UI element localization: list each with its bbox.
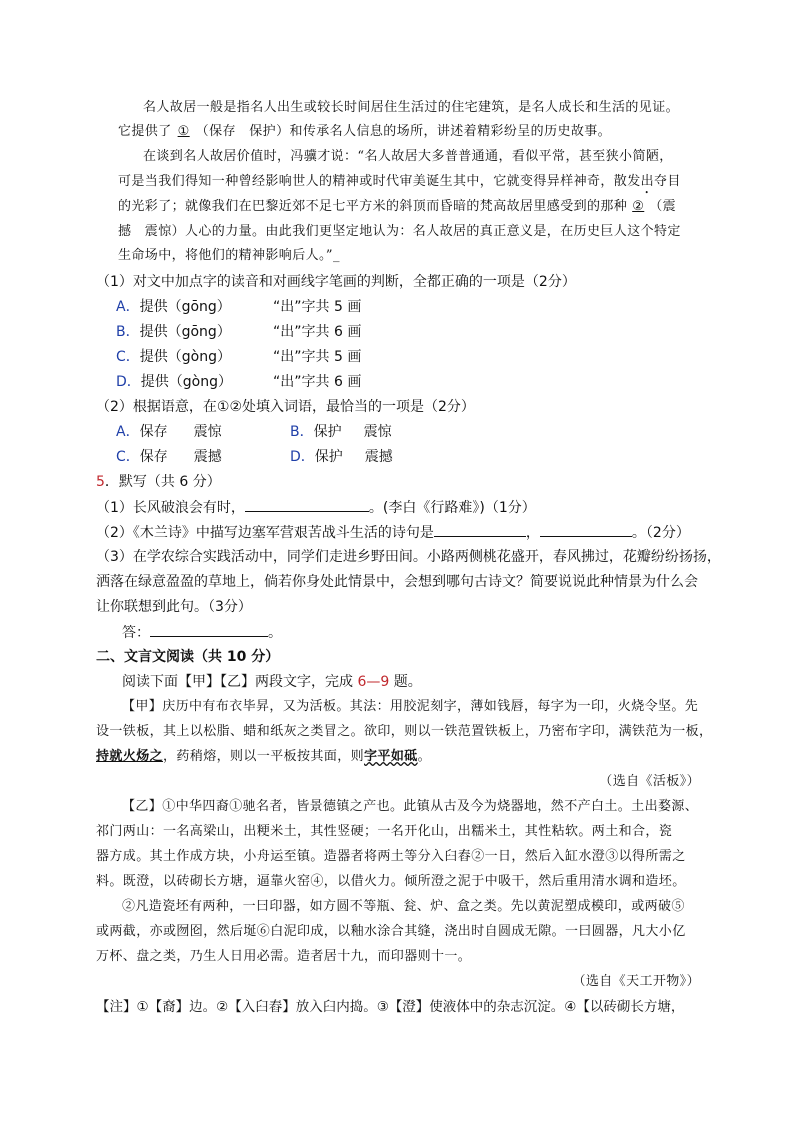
wavy-underlined-phrase: 字平如砥: [364, 749, 418, 764]
passage-p1-line2: 它提供了 ① （保存 保护）和传承名人信息的场所，讲述着精彩纷呈的历史故事。: [118, 124, 612, 139]
q1-option-c: C．提供（gòng）: [116, 349, 231, 365]
passage-p2-line2: 可是当我们得知一种曾经影响世人的精神或时代审美诞生其中，它就变得异样神奇，散发出夺目: [118, 174, 681, 189]
q1-option-b-stroke: “出”字共 6 画: [273, 324, 362, 340]
yi-line7: 万杯、盘之类，乃生人日用必需。造者居十九，而印器则十一。: [96, 949, 472, 964]
q1-option-a-stroke: “出”字共 5 画: [273, 299, 362, 315]
q1-option-d: D．提供（gòng）: [116, 374, 232, 390]
q1-option-c-stroke: “出”字共 5 画: [273, 349, 362, 365]
q5-item3-line2: 洒落在绿意盈盈的草地上，倘若你身处此情景中，会想到哪句古诗文？简要说说此种情景为什么会: [96, 574, 698, 590]
fill-blank-1[interactable]: [245, 497, 369, 512]
passage-p2-line4: 撼 震惊）人心的力量。由此我们更坚定地认为：名人故居的真正意义是，在历史巨人这个特定: [118, 224, 681, 239]
yi-notes: 【注】①【裔】边。②【入臼舂】放入臼内捣。③【澄】使液体中的杂志沉淀。④【以砖砌长方塘，: [96, 999, 685, 1015]
yi-line2: 祁门两山：一名高梁山，出粳米土，其性竖硬；一名开化山，出糯米土，其性粘软。两土和合，瓷: [96, 824, 673, 839]
q1-option-b: B．提供（gōng）: [116, 324, 231, 340]
q2-option-b: B．保护 震惊: [290, 424, 392, 440]
answer-blank[interactable]: [150, 622, 268, 637]
q2-stem: （2）根据语意，在①②处填入词语，最恰当的一项是（2分）: [96, 399, 475, 415]
yi-line4: 料。既澄，以砖砌长方塘，逼靠火窑④，以借火力。倾所澄之泥于中吸干，然后重用清水调和造坯。: [96, 874, 686, 889]
section2-intro: 阅读下面【甲】【乙】两段文字，完成 6—9 题。: [122, 674, 422, 690]
underlined-phrase: 持就火炀之: [96, 749, 164, 764]
jia-line1: 【甲】庆历中有布衣毕昇，又为活板。其法：用胶泥刻字，薄如钱唇，每字为一印，火烧令坚。先: [122, 699, 699, 714]
q1-option-d-stroke: “出”字共 6 画: [273, 374, 362, 390]
yi-line3: 器方成。其土作成方块，小舟运至镇。造器者将两土等分入臼舂②一日，然后入缸水澄③以得所需之: [96, 849, 686, 864]
fill-blank-2[interactable]: [434, 522, 526, 537]
q1-stem: （1）对文中加点字的读音和对画线字笔画的判断，全都正确的一项是（2分）: [96, 274, 576, 290]
blank-2: ②: [632, 199, 645, 214]
q5-item1: （1）长风破浪会有时， 。(李白《行路难》)（1分）: [96, 497, 536, 518]
passage-p1-line1: 名人故居一般是指名人出生或较长时间居住生活过的住宅建筑，是名人成长和生活的见证。: [143, 100, 680, 115]
q5-item3-line3: 让你联想到此句。（3分）: [96, 599, 252, 615]
q5-item2: （2）《木兰诗》中描写边塞军营艰苦战斗生活的诗句是 ， 。（2分）: [96, 522, 690, 543]
q2-option-d: D．保护 震撼: [290, 449, 393, 465]
yi-line6: 或两截，亦或囫囵，然后埏⑥白泥印成，以釉水涂合其缝，浇出时自圆成无隙。一曰圆器，凡大小亿: [96, 924, 686, 939]
q5-answer-line: 答： 。: [122, 622, 282, 643]
yi-line5: ②凡造瓷坯有两种，一曰印器，如方圆不等瓶、瓮、炉、盒之类。先以黄泥塑成模印，或两破⑤: [122, 899, 685, 914]
q5-title: 5．默写（共 6 分）: [96, 474, 221, 490]
q2-option-c: C．保存 震撼: [116, 449, 222, 465]
fill-blank-3[interactable]: [540, 522, 632, 537]
passage-p2-line5: 生命场中，将他们的精神影响后人。”_: [118, 248, 340, 263]
blank-1: ①: [177, 124, 190, 139]
passage-p2-line1: 在谈到名人故居价值时，冯骥才说：“名人故居大多普普通通，看似平常，甚至狭小简陋，: [143, 149, 673, 164]
q5-item3-line1: （3）在学农综合实践活动中，同学们走进乡野田间。小路两侧桃花盛开，春风拂过，花瓣纷纷扬扬，: [96, 549, 721, 565]
passage-p2-line3: 的光彩了；就像我们在巴黎近郊不足七平方米的斜顶而昏暗的梵高故居里感受到的那种 ② （震: [118, 199, 677, 214]
dotted-char-chu: 出: [640, 174, 655, 189]
q2-option-a: A．保存 震惊: [116, 424, 222, 440]
section2-title: 二、文言文阅读（共 10 分）: [96, 649, 280, 665]
q1-option-a: A．提供（gōng）: [116, 299, 231, 315]
jia-line2: 设一铁板，其上以松脂、蜡和纸灰之类冒之。欲印，则以一铁范置铁板上，乃密布字印，满铁范为一板，: [96, 724, 713, 739]
jia-line3: 持就火炀之，药稍熔，则以一平板按其面，则字平如砥。: [96, 749, 432, 764]
yi-source: （选自《天工开物》）: [572, 974, 700, 989]
yi-line1: 【乙】①中华四裔①驰名者，皆景德镇之产也。此镇从古及今为烧器地，然不产白土。土出婺源、: [122, 799, 699, 814]
jia-source: （选自《活板》）: [599, 774, 700, 789]
